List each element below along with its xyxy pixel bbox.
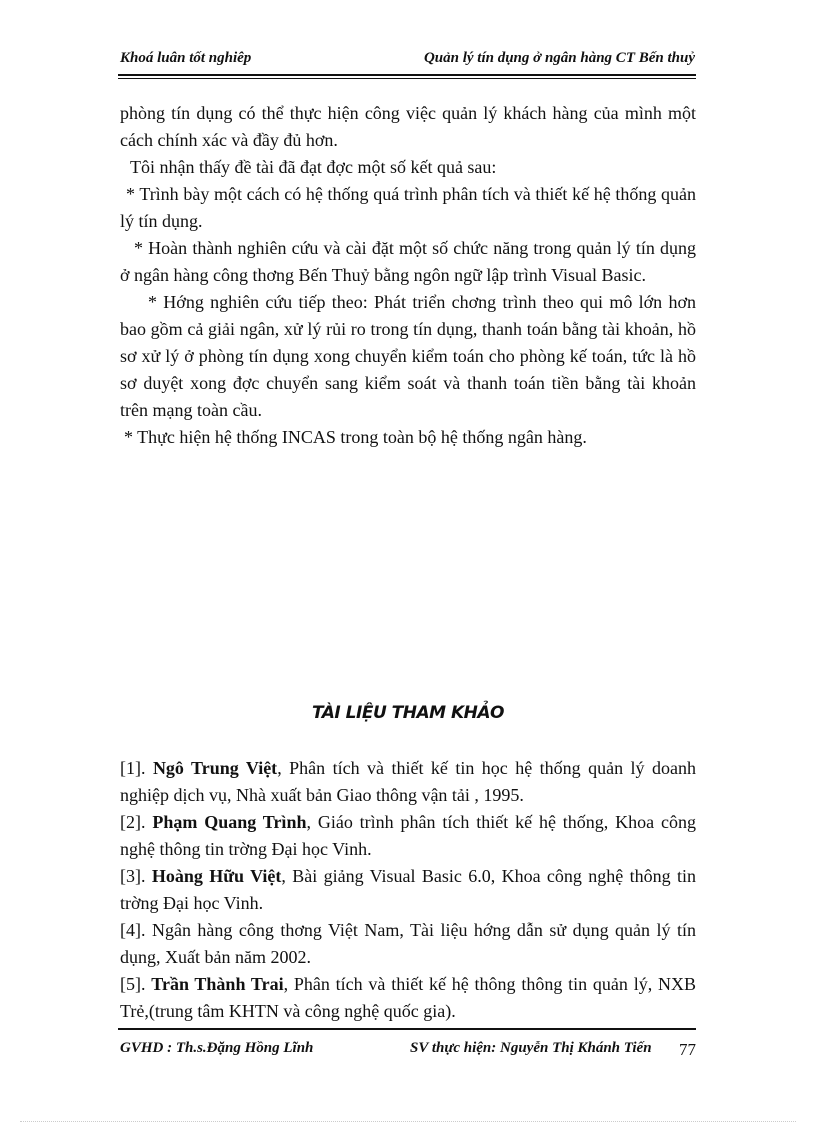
- footer-student: SV thực hiện: Nguyễn Thị Khánh Tiến: [410, 1040, 652, 1056]
- reference-number: [4].: [120, 920, 152, 940]
- reference-author: Ngô Trung Việt: [152, 758, 278, 778]
- reference-text: Ngân hàng công thơng Việt Nam, Tài liệu hớng dẫn sử dụng quản lý tín dụng, Xuất bản năm 2002.: [120, 920, 696, 967]
- reference-number: [3].: [120, 866, 152, 886]
- body-text: [120, 100, 696, 451]
- reference-number: [1].: [120, 758, 153, 778]
- footer-supervisor: GVHD : Th.s.Đặng Hồng Lĩnh: [120, 1040, 314, 1056]
- reference-text: , Bài giảng Visual Basic 6.0, Khoa công nghệ thông tin trờng Đại học Vinh.: [120, 866, 696, 913]
- paragraph-3: * Trình bày một cách có hệ thống quá trình phân tích và thiết kế hệ thống quản lý tín dụng.: [120, 184, 696, 231]
- reference-text: , Phân tích và thiết kế tin học hệ thống quản lý doanh nghiệp dịch vụ, Nhà xuất bản Giao thông vận tải , 1995.: [120, 758, 696, 805]
- header-thesis-label: Khoá luân tốt nghiêp: [120, 50, 252, 66]
- paragraph-6: * Thực hiện hệ thống INCAS trong toàn bộ hệ thống ngân hàng.: [124, 427, 587, 447]
- header-topic-label: Quản lý tín dụng ở ngân hàng CT Bến thuỷ: [423, 50, 695, 66]
- reference-text: , Phân tích và thiết kế hệ thông thông tin quản lý, NXB Trẻ,(trung tâm KHTN và công nghệ quốc gia).: [120, 974, 696, 1021]
- reference-text: , Giáo trình phân tích thiết kế hệ thống, Khoa công nghệ thông tin trờng Đại học Vinh.: [120, 812, 696, 859]
- reference-item: [120, 917, 696, 971]
- page-number: 77: [679, 1040, 696, 1059]
- reference-item: [120, 809, 696, 863]
- page-edge-divider: [20, 1121, 796, 1122]
- reference-number: [5].: [120, 974, 152, 994]
- paragraph-1: phòng tín dụng có thể thực hiện công việc quản lý khách hàng của mình một cách chính xác và đầy đủ hơn.: [120, 103, 696, 150]
- page-footer: [120, 1040, 696, 1064]
- reference-author: Phạm Quang Trình: [152, 812, 307, 832]
- reference-author: Hoàng Hữu Việt: [151, 866, 282, 886]
- footer-rule: [118, 1028, 696, 1030]
- paragraph-4: * Hoàn thành nghiên cứu và cài đặt một số chức năng trong quản lý tín dụng ở ngân hàng công thơng Bến Thuỷ bằng ngôn ngữ lập trình Visual Basic.: [120, 238, 696, 285]
- paragraph-5: * Hớng nghiên cứu tiếp theo: Phát triển chơng trình theo qui mô lớn hơn bao gồm cả giải ngân, xử lý rủi ro trong tín dụng, thanh toán bằng tài khoản, hồ sơ xử lý ở phòng tín dụng xong chuyển kiểm toán cho phòng kế toán, tức là hồ sơ duyệt xong đợc chuyển sang kiểm soát và thanh toán tiền bằng tài khoản trên mạng toàn cầu.: [120, 292, 696, 420]
- reference-item: [120, 755, 696, 809]
- references-title: TÀI LIỆU THAM KHẢO: [312, 703, 504, 723]
- header-rule: [118, 74, 696, 76]
- reference-item: [120, 971, 696, 1025]
- paragraph-2: Tôi nhận thấy đề tài đã đạt đợc một số kết quả sau:: [130, 157, 497, 177]
- references-list: [120, 755, 696, 1025]
- reference-author: Trần Thành Trai: [151, 974, 284, 994]
- reference-item: [120, 863, 696, 917]
- page-header: [120, 50, 695, 74]
- header-rule-thin: [118, 78, 696, 79]
- reference-number: [2].: [120, 812, 153, 832]
